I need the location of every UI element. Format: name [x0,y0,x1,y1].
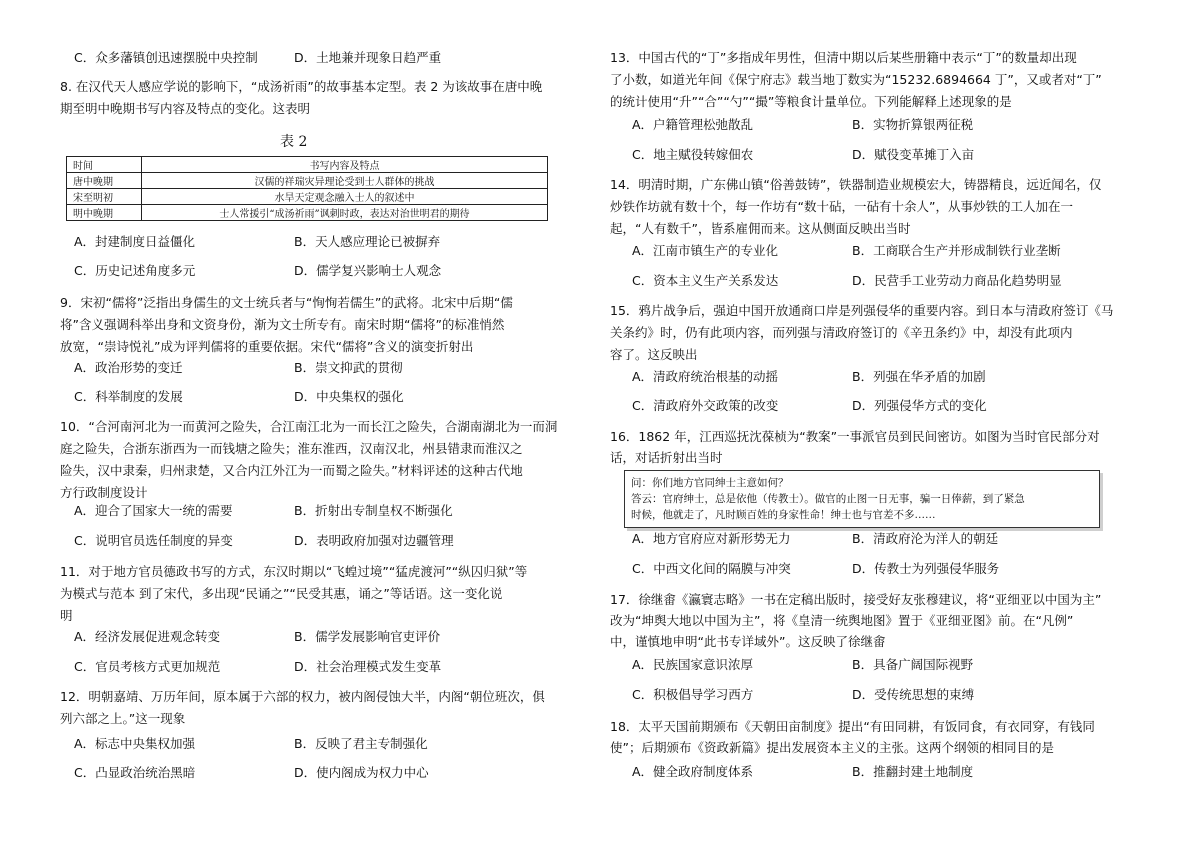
table-2-title: 表 2 [280,134,308,150]
q10-option-a[interactable]: A．迎合了国家大一统的需要 [74,503,233,518]
q16-option-d[interactable]: D．传教士为列强侵华服务 [852,561,1000,576]
q10-option-b[interactable]: B．折射出专制皇权不断强化 [294,503,453,518]
q12-option-b[interactable]: B．反映了君主专制强化 [294,736,428,751]
q9-option-b[interactable]: B．崇文抑武的贯彻 [294,360,403,375]
q14-option-d[interactable]: D．民营手工业劳动力商品化趋势明显 [852,273,1062,288]
q18-option-a[interactable]: A．健全政府制度体系 [632,764,754,779]
q11-stem-line1: 11．对于地方官员德政书写的方式，东汉时期以“飞蝗过境”“猛虎渡河”“纵囚归狱”等 [60,564,528,579]
q18-stem-line2: 使”；后期颁布《资政新篇》提出发展资本主义的主张。这两个纲领的相同目的是 [610,740,1054,755]
q11-option-d[interactable]: D．社会治理模式发生变革 [294,659,442,674]
dialogue-answer-line2: 时候，他就走了，凡时顾百姓的身家性命！绅士也与官差不多…… [631,509,936,521]
q17-option-d[interactable]: D．受传统思想的束缚 [852,687,975,702]
table-2 [66,156,548,221]
table-header-row [67,157,548,173]
q17-stem-line1: 17．徐继畬《瀛寰志略》一书在定稿出版时，接受好友张穆建议，将“亚细亚以中国为主” [610,592,1102,607]
q11-stem-line3: 明 [60,608,73,623]
q9-stem-line2: 将”含义强调科举出身和文资身份，渐为文士所专有。南宋时期“儒将”的标准悄然 [60,317,505,332]
q17-option-c[interactable]: C．积极倡导学习西方 [632,687,754,702]
q15-option-a[interactable]: A．清政府统治根基的动摇 [632,369,779,384]
q11-option-a[interactable]: A．经济发展促进观念转变 [74,629,221,644]
q7-option-d[interactable]: D．土地兼并现象日趋严重 [294,50,442,65]
table-cell: 唐中晚期 [67,173,142,189]
q8-stem-line2: 期至明中晚期书写内容及特点的变化。这表明 [60,101,311,116]
q11-option-c[interactable]: C．官员考核方式更加规范 [74,659,221,674]
table-cell: 宋至明初 [67,189,142,205]
q15-option-c[interactable]: C．清政府外交政策的改变 [632,398,779,413]
q15-stem-line3: 容了。这反映出 [610,347,698,362]
q16-option-b[interactable]: B．清政府沦为洋人的朝廷 [852,531,999,546]
q11-option-b[interactable]: B．儒学发展影响官吏评价 [294,629,441,644]
q13-option-a[interactable]: A．户籍管理松弛散乱 [632,117,754,132]
q9-stem-line1: 9．宋初“儒将”泛指出身儒生的文士统兵者与“恂恂若儒生”的武将。北宋中后期“儒 [60,295,513,310]
q8-option-a[interactable]: A．封建制度日益僵化 [74,234,196,249]
q14-stem-line2: 炒铁作坊就有数十个，每一作坊有“数十砧，一砧有十余人”，从事炒铁的工人加在一 [610,199,1073,214]
q9-option-c[interactable]: C．科举制度的发展 [74,389,183,404]
q10-option-c[interactable]: C．说明官员选任制度的异变 [74,533,233,548]
q10-option-d[interactable]: D．表明政府加强对边疆管理 [294,533,454,548]
q12-stem-line1: 12．明朝嘉靖、万历年间，原本属于六部的权力，被内阁侵蚀大半，内阁“朝位班次，俱 [60,689,545,704]
q10-stem-line4: 方行政制度设计 [60,485,148,500]
q13-stem-line3: 的统计使用“升”“合”“勺”“撮”等粮食计量单位。下列能解释上述现象的是 [610,94,1012,109]
q16-stem-line1: 16．1862 年，江西巡抚沈葆桢为“教案”一事派官员到民间密访。如图为当时官民部分对 [610,429,1100,444]
q10-stem-line3: 险失，汉中隶秦，归州隶楚，又合内江外江为一而蜀之险失。”材料评述的这种古代地 [60,463,523,478]
table-cell: 士人常援引“成汤祈雨”讽刺时政，表达对治世明君的期待 [142,205,548,221]
q12-option-a[interactable]: A．标志中央集权加强 [74,736,196,751]
q14-option-c[interactable]: C．资本主义生产关系发达 [632,273,779,288]
q14-option-b[interactable]: B．工商联合生产并形成制铁行业垄断 [852,243,1061,258]
q13-stem-line2: 了小数，如道光年间《保宁府志》载当地丁数实为“15232.6894664 丁”，又或者对“丁” [610,72,1102,87]
table-header-cell: 书写内容及特点 [142,157,548,173]
q17-option-a[interactable]: A．民族国家意识浓厚 [632,657,754,672]
q12-stem-line2: 列六部之上。”这一现象 [60,711,186,726]
dialogue-question: 问：你们地方官同绅士主意如何？ [631,477,789,489]
q16-stem-line2: 话，对话折射出当时 [610,450,723,465]
q13-option-c[interactable]: C．地主赋役转嫁佃农 [632,147,754,162]
q16-option-c[interactable]: C．中西文化间的隔膜与冲突 [632,561,791,576]
table-row [67,205,548,221]
q17-stem-line3: 中，谨慎地申明“此书专详域外”。这反映了徐继畬 [610,634,886,649]
q14-stem-line1: 14．明清时期，广东佛山镇“俗善鼓铸”，铁器制造业规模宏大，铸器精良，远近闻名，仅 [610,177,1102,192]
table-header-cell: 时间 [67,157,142,173]
q13-stem-line1: 13．中国古代的“丁”多指成年男性，但清中期以后某些册籍中表示“丁”的数量却出现 [610,50,1077,65]
q9-option-d[interactable]: D．中央集权的强化 [294,389,404,404]
q15-option-b[interactable]: B．列强在华矛盾的加剧 [852,369,986,384]
dialogue-box [624,470,1100,528]
q10-stem-line2: 庭之险失，合浙东浙西为一而钱塘之险失；淮东淮西，汉南汉北，州县错隶而淮汉之 [60,441,523,456]
q18-stem-line1: 18．太平天国前期颁布《天朝田亩制度》提出“有田同耕，有饭同食，有衣同穿，有钱同 [610,719,1095,734]
q14-option-a[interactable]: A．江南市镇生产的专业化 [632,243,779,258]
q17-stem-line2: 改为“坤舆大地以中国为主”，将《皇清一统舆地图》置于《亚细亚图》前。在“凡例” [610,613,1074,628]
q10-stem-line1: 10．“合河南河北为一而黄河之险失，合江南江北为一而长江之险失，合湖南湖北为一而洞 [60,419,558,434]
q8-option-b[interactable]: B．天人感应理论已被摒弃 [294,234,441,249]
q8-option-d[interactable]: D．儒学复兴影响士人观念 [294,263,442,278]
q9-option-a[interactable]: A．政治形势的变迁 [74,360,183,375]
q12-option-c[interactable]: C．凸显政治统治黑暗 [74,765,196,780]
q16-option-a[interactable]: A．地方官府应对新形势无力 [632,531,791,546]
q17-option-b[interactable]: B．具备广阔国际视野 [852,657,974,672]
q13-option-d[interactable]: D．赋役变革摊丁入亩 [852,147,975,162]
q8-stem-line1: 8. 在汉代天人感应学说的影响下，“成汤祈雨”的故事基本定型。表 2 为该故事在唐中晚 [60,79,543,94]
q8-option-c[interactable]: C．历史记述角度多元 [74,263,196,278]
table-cell: 汉儒的祥瑞灾异理论受到士人群体的挑战 [142,173,548,189]
table-row [67,189,548,205]
q15-stem-line1: 15．鸦片战争后，强迫中国开放通商口岸是列强侵华的重要内容。到日本与清政府签订《马 [610,303,1114,318]
q13-option-b[interactable]: B．实物折算银两征税 [852,117,974,132]
q9-stem-line3: 放宽，“崇诗悦礼”成为评判儒将的重要依据。宋代“儒将”含义的演变折射出 [60,339,474,354]
q14-stem-line3: 起，“人有数千”，皆系雇佣而来。这从侧面反映出当时 [610,221,911,236]
q12-option-d[interactable]: D．使内阁成为权力中心 [294,765,429,780]
q18-option-b[interactable]: B．推翻封建土地制度 [852,764,974,779]
table-cell: 水旱天定观念融入士人的叙述中 [142,189,548,205]
table-cell: 明中晚期 [67,205,142,221]
q11-stem-line2: 为模式与范本 到了宋代，多出现“民诵之”“民受其惠，诵之”等话语。这一变化说 [60,586,503,601]
q7-option-c[interactable]: C．众多藩镇创迅速摆脱中央控制 [74,50,258,65]
q15-option-d[interactable]: D．列强侵华方式的变化 [852,398,987,413]
table-row [67,173,548,189]
dialogue-answer-line1: 答云：官府绅士，总是依他（传教士）。做官的止图一日无事，骗一日俸薪，到了紧急 [631,493,1025,505]
q15-stem-line2: 关条约》时，仍有此项内容，而列强与清政府签订的《辛丑条约》中，却没有此项内 [610,325,1073,340]
